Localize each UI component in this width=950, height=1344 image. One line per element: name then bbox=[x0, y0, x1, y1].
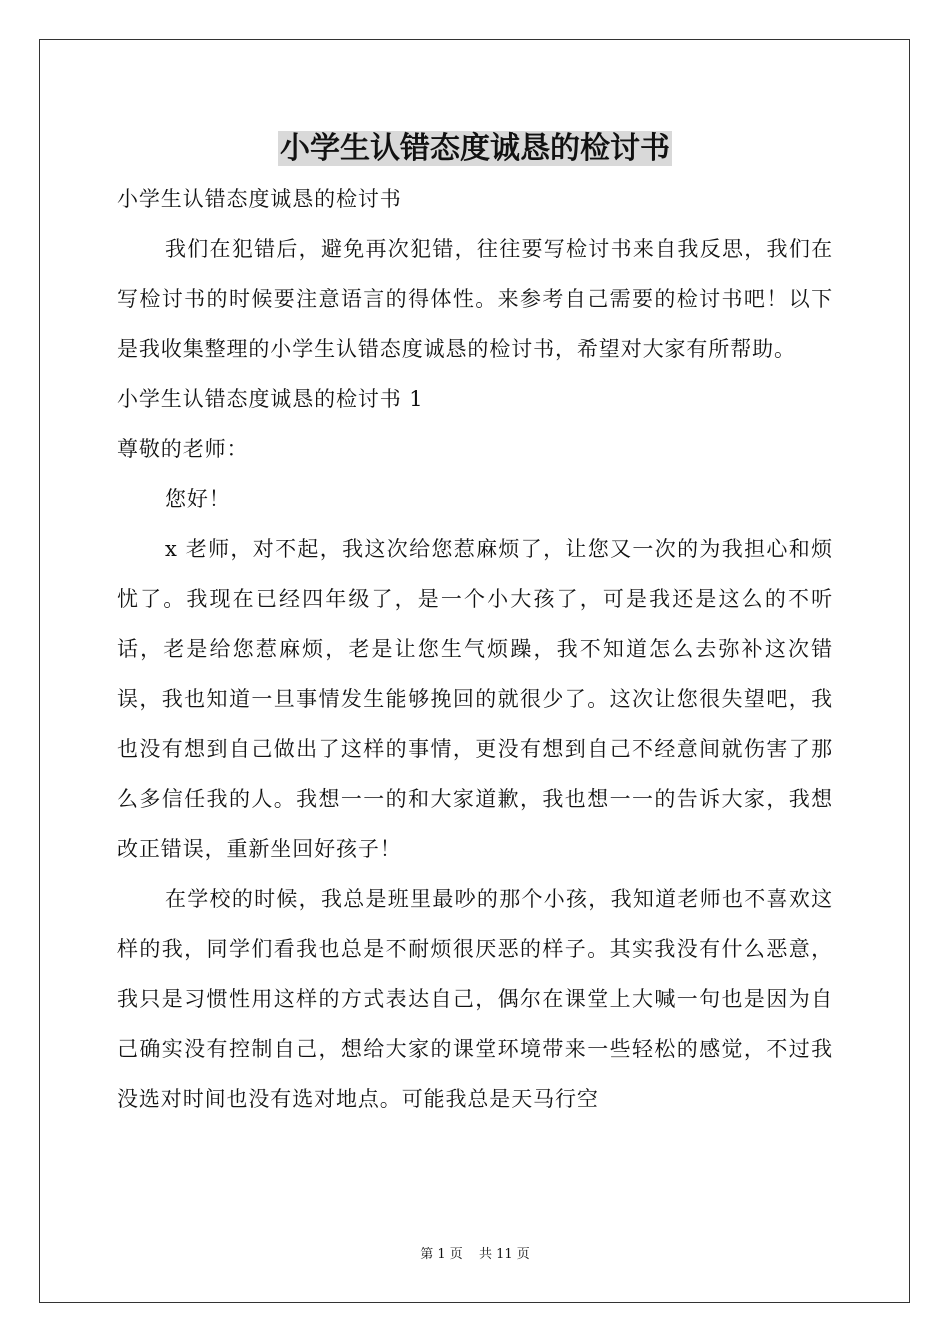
greeting: 您好！ bbox=[165, 487, 231, 511]
document-title bbox=[0, 128, 950, 170]
intro-paragraph: 我们在犯错后，避免再次犯错，往往要写检讨书来自我反思，我们在写检讨书的时候要注意语言的得体性。来参考自己需要的检讨书吧！以下是我收集整理的小学生认错态度诚恳的检讨书，希望对大家有所帮助。 bbox=[117, 237, 833, 361]
body-paragraph-1: x 老师，对不起，我这次给您惹麻烦了，让您又一次的为我担心和烦忧了。我现在已经四年级了，是一个小大孩了，可是我还是这么的不听话，老是给您惹麻烦，老是让您生气烦躁，我不知道怎么去弥补这次错误，我也知道一旦事情发生能够挽回的就很少了。这次让您很失望吧，我也没有想到自己做出了这样的事情，更没有想到自己不经意间就伤害了那么多信任我的人。我想一一的和大家道歉，我也想一一的告诉大家，我想改正错误，重新坐回好孩子！ bbox=[117, 537, 833, 861]
subtitle-paragraph: 小学生认错态度诚恳的检讨书 bbox=[117, 187, 402, 211]
page-footer bbox=[0, 1246, 950, 1264]
section-heading: 小学生认错态度诚恳的检讨书 1 bbox=[117, 387, 424, 411]
document-title-text: 小学生认错态度诚恳的检讨书 bbox=[280, 131, 670, 166]
page-number: 第 1 页 bbox=[420, 1247, 463, 1262]
salutation: 尊敬的老师： bbox=[117, 437, 249, 461]
body-paragraph-2: 在学校的时候，我总是班里最吵的那个小孩，我知道老师也不喜欢这样的我，同学们看我也总是不耐烦很厌恶的样子。其实我没有什么恶意，我只是习惯性用这样的方式表达自己，偶尔在课堂上大喊一句也是因为自己确实没有控制自己，想给大家的课堂环境带来一些轻松的感觉，不过我没选对时间也没有选对地点。可能我总是天马行空 bbox=[117, 887, 833, 1111]
document-body bbox=[117, 174, 833, 1124]
page-total: 共 11 页 bbox=[478, 1247, 530, 1262]
